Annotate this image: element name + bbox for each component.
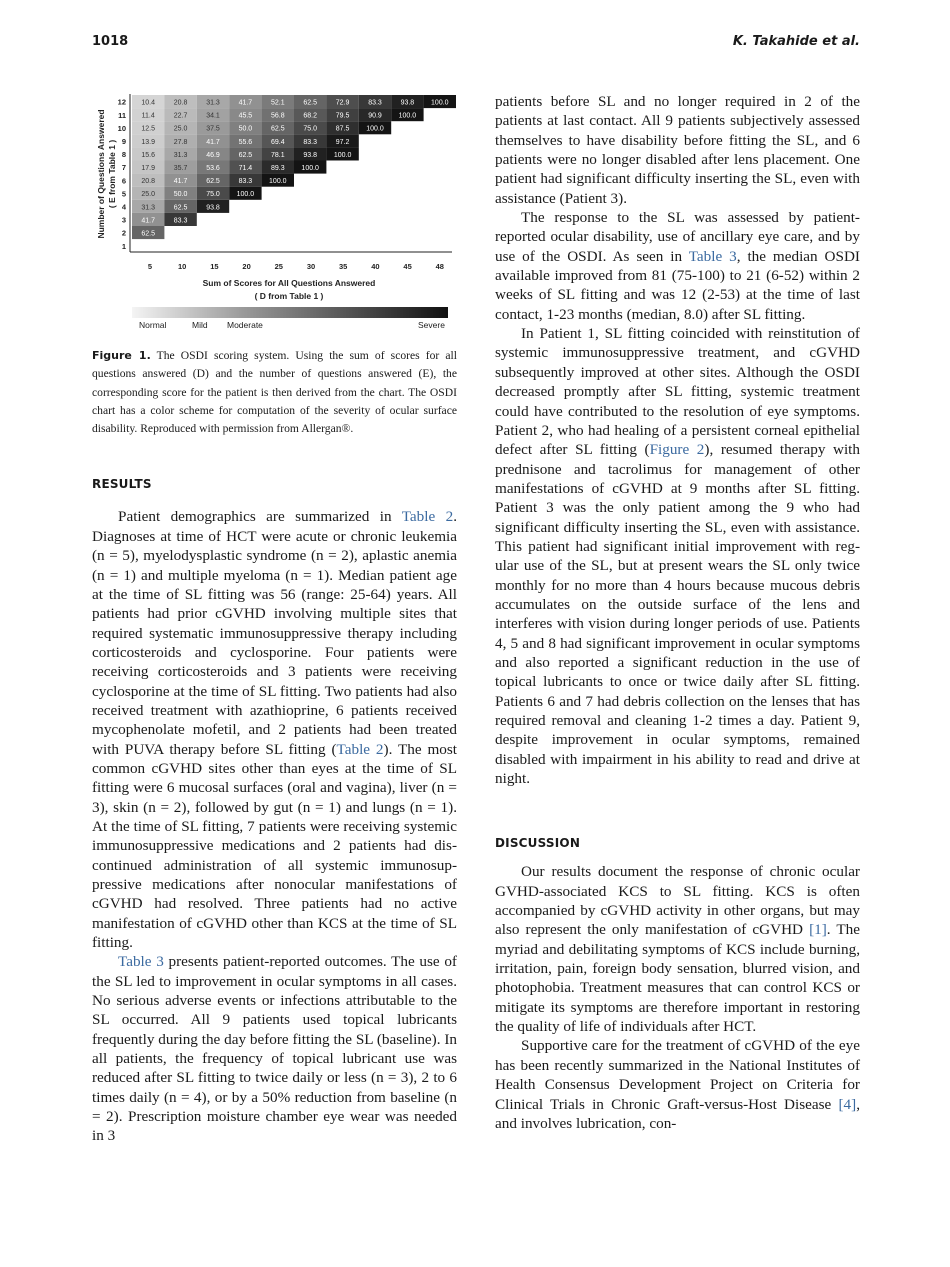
- y-tick-label: 12: [117, 97, 126, 107]
- osdi-cell-value: 55.6: [238, 138, 253, 146]
- severity-gradient-bar: [132, 307, 448, 318]
- x-tick-label: 45: [403, 262, 412, 271]
- osdi-cell-value: 83.3: [238, 178, 253, 186]
- osdi-cell-value: 20.8: [173, 99, 188, 107]
- osdi-cell-value: 41.7: [141, 217, 156, 225]
- osdi-cell-value: 100.0: [333, 151, 352, 159]
- osdi-cell-value: 83.3: [303, 138, 318, 146]
- x-tick-label: 35: [339, 262, 348, 271]
- discussion-paragraph-2: [495, 1036, 860, 1133]
- severity-label-mild: Mild: [192, 320, 208, 330]
- page-number: 1018: [92, 34, 129, 49]
- reference-1-link[interactable]: [1]: [809, 921, 827, 939]
- osdi-cell-value: 83.3: [368, 99, 382, 107]
- osdi-cell-value: 100.0: [431, 99, 449, 107]
- reference-4-link[interactable]: [4]: [838, 1095, 857, 1113]
- osdi-cell-value: 11.4: [141, 112, 155, 120]
- figure-2-link[interactable]: Figure 2: [649, 441, 705, 459]
- osdi-cell-value: 41.7: [238, 99, 253, 107]
- caption-label: Figure 1.: [92, 349, 151, 362]
- results-heading: RESULTS: [92, 477, 152, 492]
- x-tick-label: 48: [435, 262, 444, 271]
- left-column: [92, 92, 457, 1146]
- osdi-cell-value: 100.0: [398, 112, 417, 120]
- severity-label-moderate: Moderate: [227, 320, 263, 330]
- osdi-cell-value: 62.5: [141, 230, 156, 238]
- osdi-cell-value: 31.3: [173, 151, 188, 159]
- y-tick-label: 8: [121, 150, 126, 160]
- y-tick-label: 1: [121, 241, 126, 251]
- osdi-cell-value: 75.0: [206, 191, 220, 199]
- text-run: The response to the SL was assessed by patient-reported ocular disability, use of ancillary eye care, and by use of the OSDI. As seen in: [495, 209, 860, 265]
- osdi-cell-value: 50.0: [173, 191, 188, 199]
- osdi-cell-value: 62.5: [238, 151, 253, 159]
- y-tick-label: 5: [121, 189, 126, 199]
- x-tick-label: 15: [210, 262, 219, 271]
- osdi-cell-value: 68.2: [303, 112, 318, 120]
- osdi-cell-value: 72.9: [335, 99, 350, 107]
- y-tick-label: 3: [121, 215, 126, 225]
- caption-text: The OSDI scoring system. Using the sum of scores for all questions answered (D) and the number of questions answered (E), the corresponding score for the patient is then derived from the chart. The OSDI chart has a color scheme for computation of the severity of ocular surface disability. Reproduced with permission from Allergan®.: [92, 349, 457, 436]
- osdi-cell-value: 15.6: [141, 151, 156, 159]
- y-tick-label: 9: [121, 137, 126, 146]
- table-2-link[interactable]: Table 2: [336, 740, 384, 758]
- osdi-cell-value: 25.0: [173, 125, 188, 133]
- text-run: Our results document the response of chronic ocular GVHD-associated KCS to SL fitting. KCS is often accompanied by cGVHD activity in other organs, but may also represent the only manifestation of cGVHD: [495, 863, 860, 939]
- osdi-cell-value: 25.0: [141, 191, 156, 199]
- osdi-cell-value: 75.0: [303, 125, 318, 133]
- osdi-cell-value: 41.7: [206, 138, 220, 146]
- osdi-cell-value: 71.4: [238, 165, 253, 172]
- osdi-chart: [92, 92, 457, 337]
- running-authors: K. Takahide et al.: [732, 34, 860, 49]
- osdi-cell-value: 31.3: [141, 204, 156, 212]
- osdi-cell-value: 56.8: [270, 112, 285, 120]
- osdi-cell-value: 93.8: [400, 99, 415, 107]
- osdi-cell-value: 100.0: [301, 165, 319, 172]
- osdi-cell-value: 100.0: [269, 178, 287, 186]
- x-tick-label: 10: [178, 262, 187, 271]
- osdi-cell-value: 62.5: [303, 99, 318, 107]
- osdi-cell-value: 13.9: [141, 138, 156, 146]
- results-paragraph-4: [495, 324, 860, 788]
- text-run: . The myriad and debilitating symptoms of KCS include burning, irritation, pain, foreign body sensation, blurred vision, and photophobia. Treatment measures that can control KCS or mitigate its symptoms are therefore important in restoring the quality of life of individuals after HCT.: [495, 921, 860, 1036]
- figure-caption: [92, 347, 457, 438]
- discussion-heading: DISCUSSION: [495, 836, 581, 851]
- severity-label-normal: Normal: [139, 320, 167, 330]
- text-run: ), resumed therapy with prednisone and tacrolimus for management of other manifestations of cGVHD at 9 months after SL fitting. Patient 3 was the only patient among the 9 who had significant difficulty inserting the SL, even with assistance. This patient had significant initial improvement with regular use of the SL, but at present wears the SL only twice monthly for no more than 4 hours because mucous debris accumulates on the outside surface of the lens and interferes with vision during longer periods of use. Patients 4, 5 and 8 had significant improvement in ocular symptoms and also reported a significant reduction in the use of topical lubricants to once or twice daily after SL fitting. Patients 6 and 7 had debris collection on the lenses that has required removal and cleaning 1-2 times a day. Patient 9, despite improvement in ocular symptoms, remained disabled with impairment in his ability to read and drive at night.: [495, 441, 860, 788]
- right-column: [495, 92, 860, 1133]
- osdi-cell-value: 87.5: [335, 125, 350, 133]
- osdi-cell-value: 79.5: [335, 112, 350, 120]
- table-2-link[interactable]: Table 2: [401, 508, 454, 526]
- text-run: Supportive care for the treatment of cGVHD of the eye has been recently summarized in the National Institutes of Health Consensus Development Project on Criteria for Clinical Trials in Chronic Graft-versus-Host Disease: [495, 1037, 860, 1113]
- osdi-cell-value: 97.2: [335, 138, 350, 146]
- osdi-cell-value: 100.0: [366, 125, 384, 133]
- osdi-cell-value: 83.3: [173, 217, 188, 225]
- osdi-cell-value: 50.0: [238, 125, 253, 133]
- severity-label-severe: Severe: [418, 320, 445, 330]
- y-tick-label: 2: [121, 228, 126, 238]
- osdi-cell-value: 45.5: [238, 112, 253, 120]
- osdi-cell-value: 10.4: [141, 99, 156, 107]
- osdi-cell-value: 31.3: [206, 99, 220, 107]
- discussion-paragraph-1: [495, 862, 860, 1036]
- osdi-cell-value: 89.3: [270, 165, 285, 172]
- osdi-cell-value: 35.7: [173, 165, 188, 172]
- y-tick-label: 4: [121, 202, 126, 212]
- y-tick-label: 6: [121, 176, 126, 186]
- figure-1: [92, 92, 457, 337]
- osdi-cell-value: 20.8: [141, 178, 156, 186]
- results-paragraph-3: [495, 208, 860, 324]
- x-tick-label: 40: [371, 262, 380, 271]
- osdi-cell-value: 46.9: [206, 151, 220, 159]
- osdi-cell-value: 93.8: [303, 151, 318, 159]
- x-axis-label-2: ( D from Table 1 ): [254, 291, 324, 301]
- x-tick-label: 20: [242, 262, 251, 271]
- x-tick-label: 5: [147, 262, 153, 271]
- osdi-cell-value: 37.5: [206, 125, 220, 133]
- osdi-cell-value: 62.5: [270, 125, 285, 133]
- y-tick-label: 10: [117, 123, 126, 133]
- osdi-cell-value: 93.8: [206, 204, 220, 212]
- y-axis-label-1: Number of Questions Answered: [96, 109, 106, 239]
- osdi-cell-value: 53.6: [206, 165, 220, 172]
- osdi-cell-value: 27.8: [173, 138, 188, 146]
- table-3-link[interactable]: Table 3: [118, 953, 164, 971]
- results-paragraph-2-continued: patients before SL and no longer required in 2 of the patients at last contact. All 9 patients subjectively assessed themselves to have disability before fitting the SL, and 6 patients were no longer disabled after lens placement. One patient had significant difficulty inserting the SL, even with assistance (Patient 3).: [495, 93, 860, 207]
- results-paragraph-2: [92, 952, 457, 1145]
- table-3-link[interactable]: Table 3: [688, 247, 737, 265]
- results-paragraph-1: [92, 507, 457, 952]
- osdi-cell-value: 62.5: [206, 178, 220, 186]
- x-axis-label-1: Sum of Scores for All Questions Answered: [202, 278, 376, 288]
- y-axis-label-2: ( E from Table 1 ): [107, 139, 117, 209]
- osdi-cell-value: 34.1: [206, 112, 220, 120]
- x-tick-label: 30: [306, 262, 316, 271]
- osdi-cell-value: 41.7: [173, 178, 188, 186]
- y-tick-label: 7: [121, 163, 126, 173]
- text-run: Patient demographics are summarized in: [118, 508, 402, 526]
- osdi-cell-value: 12.5: [141, 125, 156, 133]
- osdi-cell-value: 100.0: [236, 191, 255, 199]
- osdi-cell-value: 78.1: [270, 151, 285, 159]
- text-run: presents patient-reported outcomes. The use of the SL led to improvement in ocular symptoms in all cases. No serious adverse events or infections attributable to the SL occurred. All 9 patients used topical lubricants frequently during the day before fitting the SL (baseline). In all patients, the frequency of topical lubricant use was reduced after SL fitting to twice daily or less (n = 3), 2 to 6 times daily (n = 4), or by a 50% reduction from baseline (n = 2). Prescription moisture chamber eye wear was needed in 3: [92, 953, 457, 1145]
- osdi-cell-value: 22.7: [173, 112, 188, 120]
- text-run: . Diagnoses at time of HCT were acute or chronic leukemia (n = 5), myelodysplastic syndrome (n = 2), aplastic anemia (n = 1) and multiple myeloma (n = 1). Median patient age at the time of SL fitting was 56 (range: 25-64) years. All patients had prior cGVHD involving multiple sites that required systematic immunosuppressive therapy including corticosteroids and cyclosporine. Four patients were receiving corticosteroids and 3 patients were receiving cyclosporine at the time of SL fitting. Two patients had also received treatment with azathioprine, 6 patients received mycophenolate mofetil, and 2 patients had been treated with PUVA therapy before SL fitting (: [92, 508, 457, 758]
- osdi-cell-value: 62.5: [173, 204, 188, 212]
- text-run: ). The most common cGVHD sites other than eyes at the time of SL fitting were 6 mucosal surfaces (oral and vagina), liver (n = 3), skin (n = 2), followed by gut (n = 1) and lungs (n = 1). At the time of SL fitting, 7 patients were receiving systemic immunosuppressive medications and 2 patients had discontinued administration of all systemic immunosuppressive medications after nonocular manifestations of cGVHD had resolved. Three patients had no active manifestation of cGVHD other than KCS at the time of SL fitting.: [92, 740, 458, 952]
- text-run: , and involves lubrication, con-: [495, 1095, 860, 1132]
- x-tick-label: 25: [274, 262, 283, 271]
- osdi-cell-value: 69.4: [270, 138, 285, 146]
- text-run: , the median OSDI available improved from 81 (75-100) to 21 (6-52) within 2 weeks of SL fitting and was 12 (2-53) at the time of last contact, 1-23 months (median, 8.0) after SL fitting.: [495, 247, 860, 323]
- text-run: In Patient 1, SL fitting coincided with reinstitution of systemic immunosuppressive treatment, and cGVHD subsequently improved at other sites. Although the OSDI decreased promptly after SL fitting, systemic treatment could have contributed to the resolution of eye symptoms. Patient 2, who had healing of a persistent corneal epithelial defect after SL fitting (: [495, 325, 860, 459]
- osdi-cell-value: 17.9: [141, 165, 156, 172]
- y-tick-label: 11: [118, 110, 126, 120]
- osdi-cell-value: 90.9: [368, 112, 382, 120]
- osdi-cell-value: 52.1: [270, 99, 285, 107]
